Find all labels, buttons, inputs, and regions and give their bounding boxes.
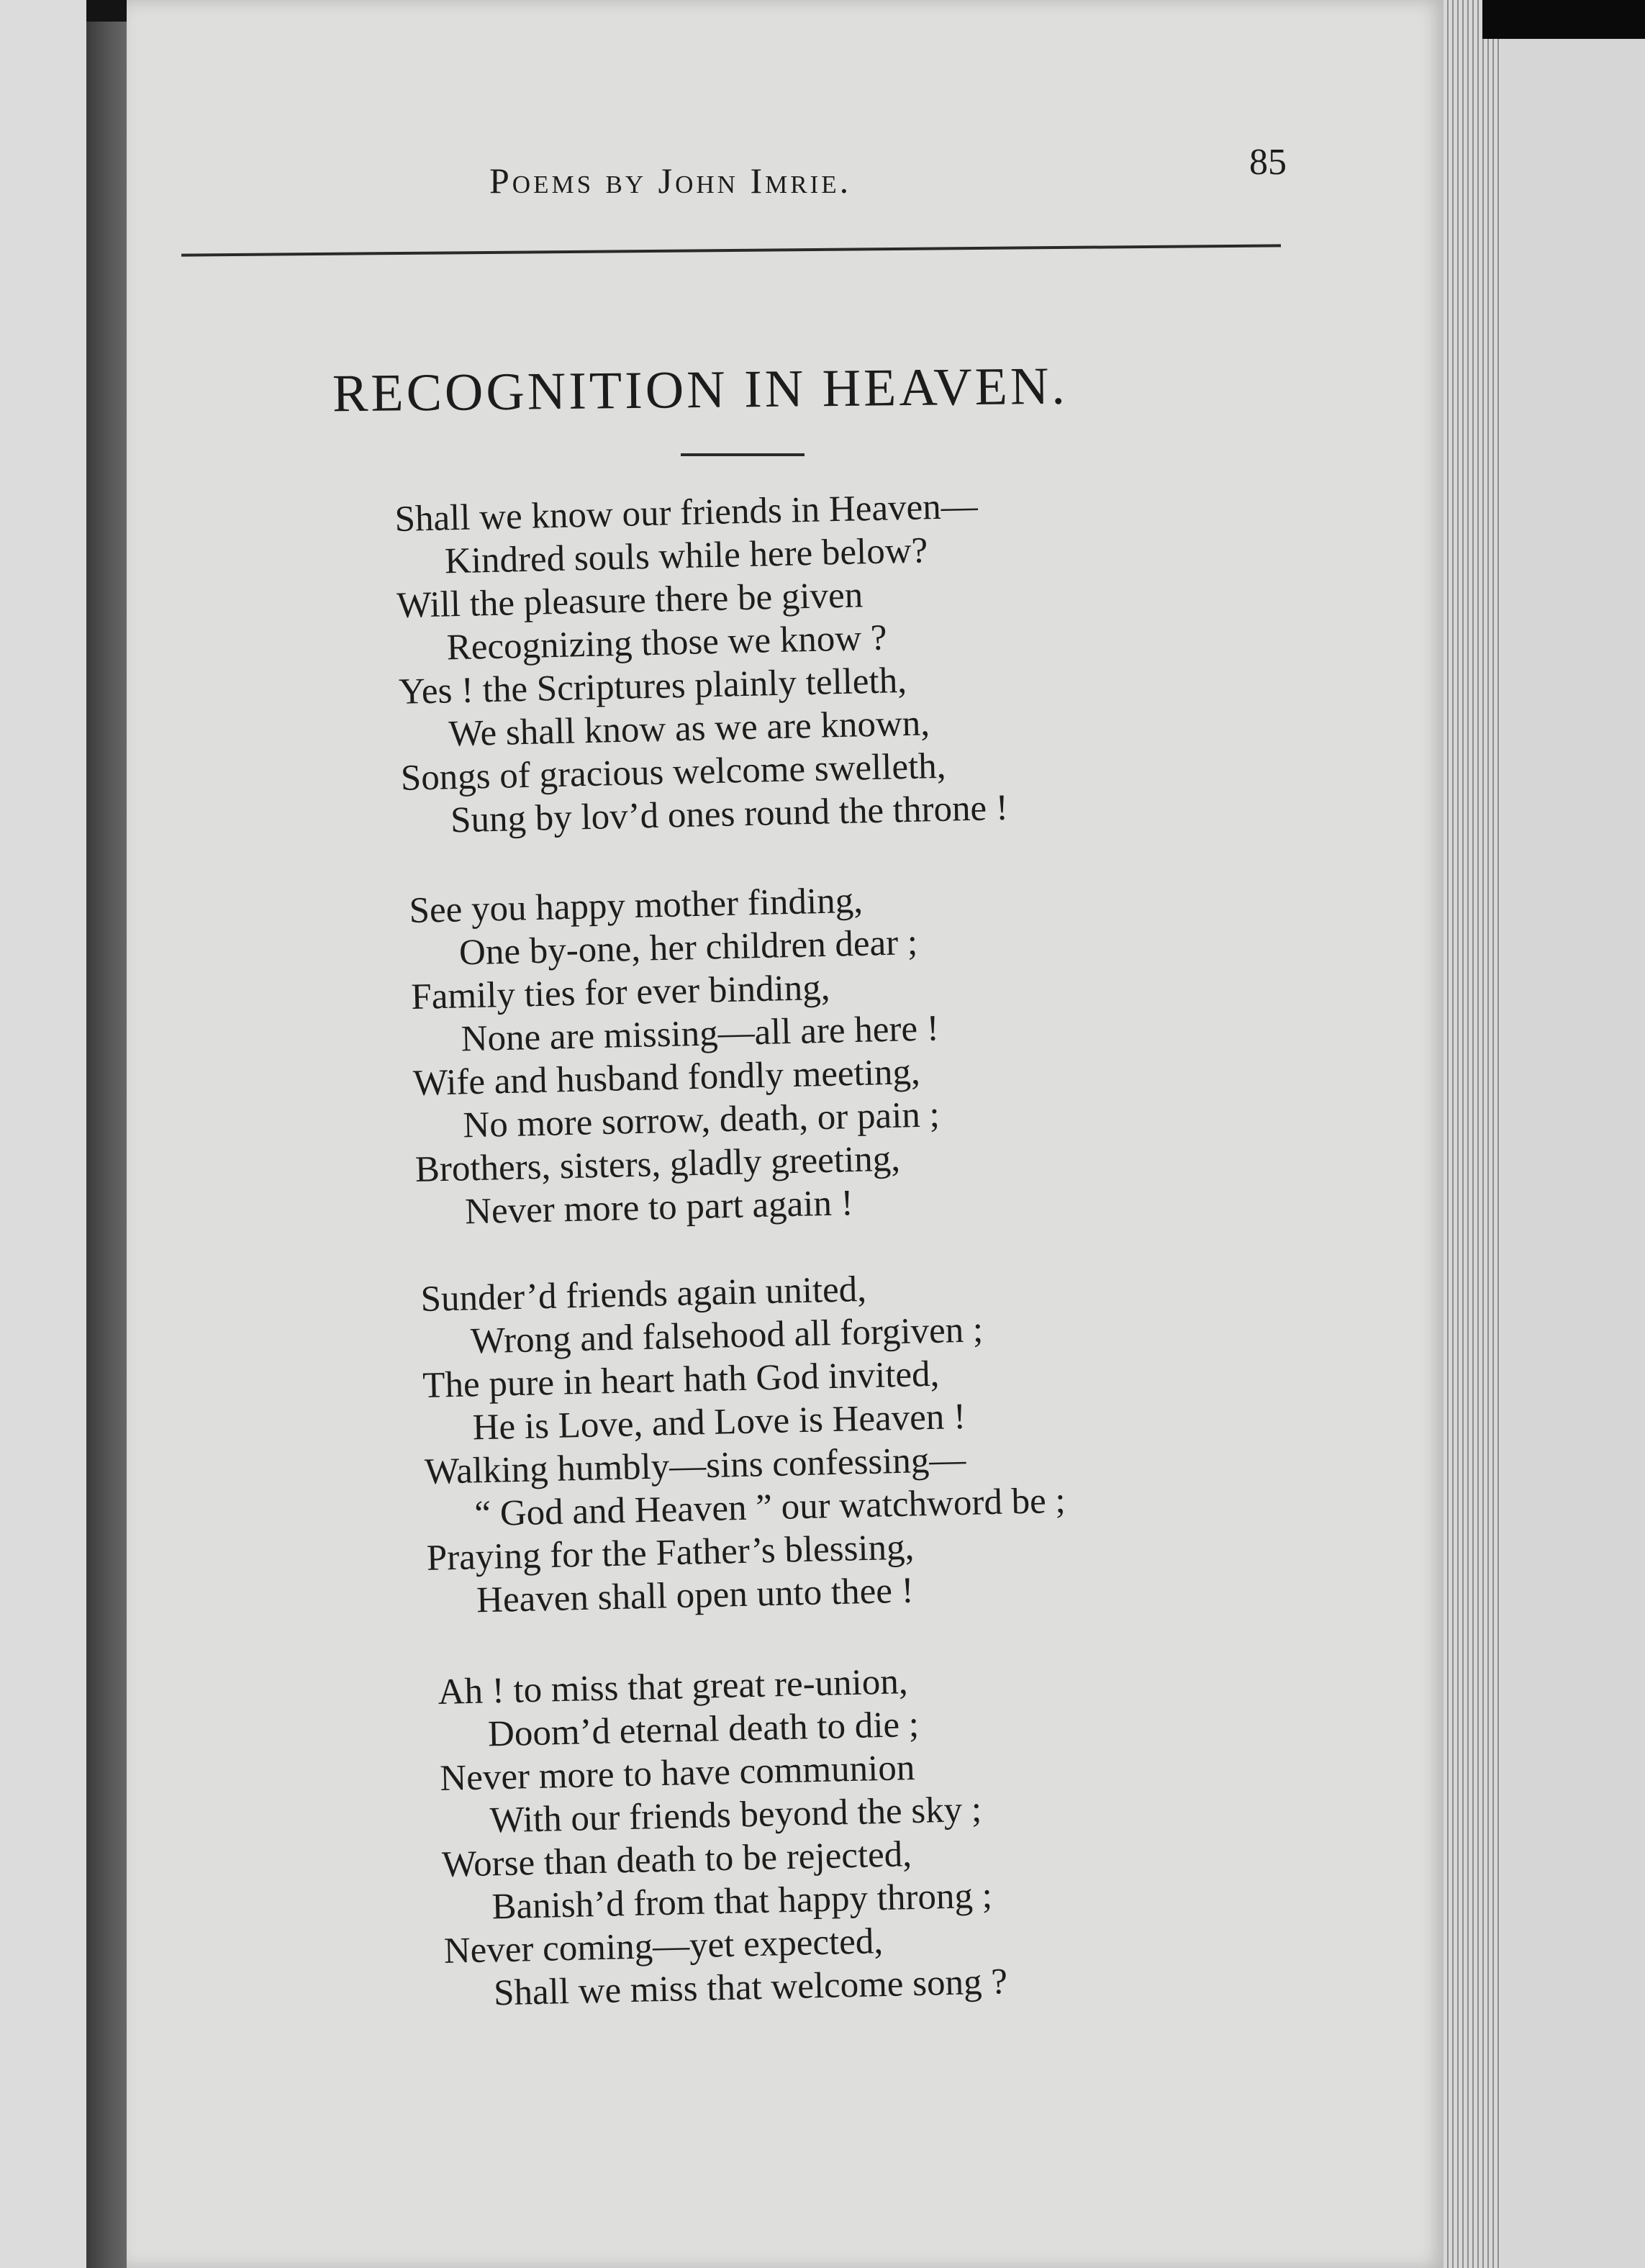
poem-line: See you happy mother finding,: [409, 880, 864, 931]
poem-line: With our friends beyond the sky ;: [489, 1789, 982, 1841]
stanza-1: [394, 484, 1008, 843]
poem-line: Worse than death to be rejected,: [441, 1834, 912, 1885]
poem-line: Doom’d eternal death to die ;: [487, 1704, 920, 1755]
stanza-3: [420, 1264, 1068, 1623]
poem-line: Never coming—yet expected,: [443, 1921, 884, 1972]
page-fore-edge: [1444, 0, 1501, 2268]
poem-line: None are missing—all are here !: [461, 1008, 940, 1060]
title-rule: [681, 453, 805, 456]
poem-line: Never more to have communion: [439, 1747, 915, 1799]
poem-line: Brothers, sisters, gladly greeting,: [414, 1138, 901, 1190]
poem-line: We shall know as we are known,: [448, 703, 930, 755]
poem-line: Sunder’d friends again united,: [420, 1269, 867, 1320]
stanza-2: [409, 877, 943, 1234]
poem-line: Banish’d from that happy throng ;: [491, 1875, 993, 1928]
poem-line: The pure in heart hath God invited,: [422, 1353, 940, 1406]
poem-line: Praying for the Father’s blessing,: [426, 1527, 915, 1579]
poem-line: Shall we miss that welcome song ?: [493, 1961, 1008, 2014]
poem-line: Ah ! to miss that great re-union,: [438, 1661, 909, 1713]
poem-line: No more sorrow, death, or pain ;: [462, 1094, 941, 1146]
poem-line: One by-one, her children dear ;: [458, 922, 918, 974]
poem-line: Never more to part again !: [464, 1183, 854, 1233]
poem-line: Yes ! the Scriptures plainly telleth,: [398, 660, 907, 712]
poem-line: Family ties for ever binding,: [410, 967, 831, 1017]
poem-line: “ God and Heaven ” our watchword be ;: [473, 1480, 1066, 1535]
poem-line: Wife and husband fondly meeting,: [412, 1051, 921, 1104]
poem-line: Wrong and falsehood all forgiven ;: [470, 1310, 984, 1362]
book-gutter: [86, 22, 130, 2268]
facing-page-edge: [0, 0, 86, 2268]
poem-line: He is Love, and Love is Heaven !: [472, 1396, 966, 1448]
poem-line: Kindred souls while here below?: [444, 530, 928, 582]
poem-line: Songs of gracious welcome swelleth,: [400, 745, 947, 799]
poem-line: Walking humbly—sins confessing—: [424, 1439, 966, 1492]
background-corner: [1482, 0, 1645, 39]
poem-line: Heaven shall open unto thee !: [476, 1570, 915, 1621]
poem-title: RECOGNITION IN HEAVEN.: [332, 356, 1069, 424]
poem-line: Sung by lov’d ones round the throne !: [450, 787, 1009, 841]
poem-line: Shall we know our friends in Heaven—: [394, 486, 979, 540]
poem-line: Recognizing those we know ?: [446, 617, 888, 668]
poem-line: Will the pleasure there be given: [396, 575, 864, 626]
background-right: [1501, 0, 1645, 2268]
stanza-4: [438, 1658, 1008, 2016]
running-title: Poems by John Imrie.: [489, 160, 852, 201]
page-number: 85: [1249, 142, 1287, 183]
